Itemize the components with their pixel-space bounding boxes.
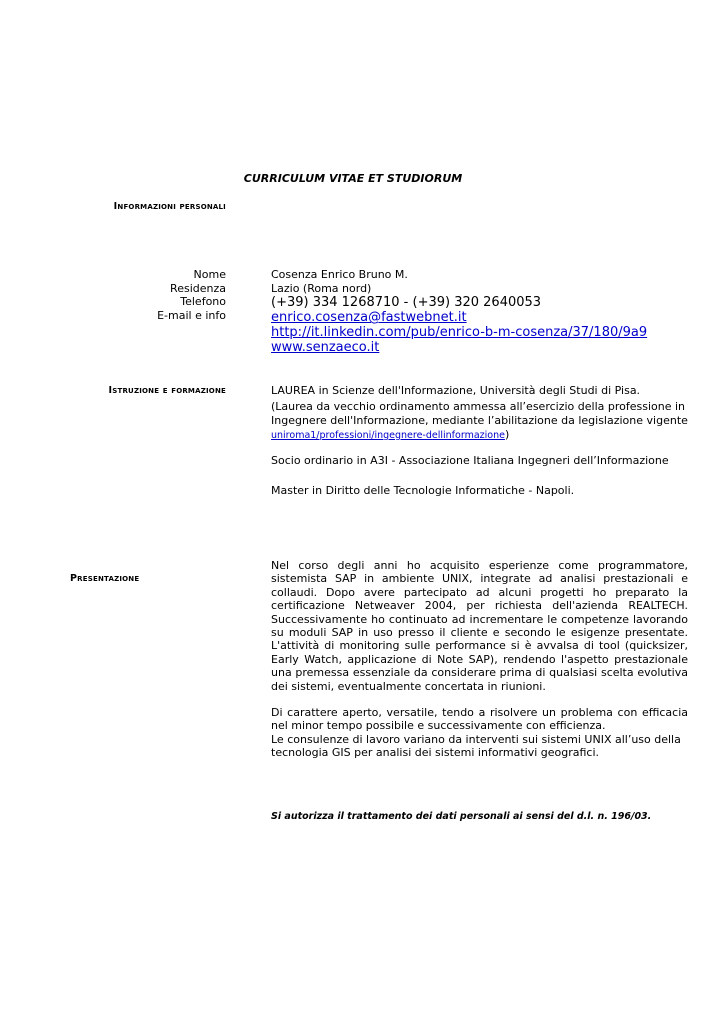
linkedin-link[interactable]: http://it.linkedin.com/pub/enrico-b-m-cosenza/37/180/9a9: [271, 325, 648, 341]
value-name: Cosenza Enrico Bruno M.: [271, 268, 408, 281]
presentation-paragraph-2: Di carattere aperto, versatile, tendo a risolvere un problema con efficacia nel minor tempo possibile e successivamente con efficienza.: [271, 706, 688, 733]
section-heading-presentation: Presentazione: [70, 573, 140, 584]
section-heading-education: Istruzione e formazione: [108, 385, 226, 396]
personal-values: [271, 268, 689, 355]
presentation-paragraph-3: Le consulenze di lavoro variano da interventi sui sistemi UNIX all’uso della tecnologia GIS per analisi dei sistemi informativi geografici.: [271, 732, 681, 760]
degree-note-line2: Ingegnere dell'Informazione, mediante l’abilitazione da legislazione vigente: [271, 414, 688, 427]
section-heading-personal: Informazioni personali: [113, 201, 226, 212]
degree-note-close: ): [504, 428, 510, 441]
website-link[interactable]: www.senzaeco.it: [271, 340, 380, 356]
value-phone: (+39) 334 1268710 - (+39) 320 2640053: [271, 295, 542, 311]
degree-text: LAUREA in Scienze dell'Informazione, Università degli Studi di Pisa.: [271, 384, 641, 397]
value-residence: Lazio (Roma nord): [271, 281, 372, 295]
education-content: [271, 384, 689, 443]
label-email: E-mail e info: [157, 308, 226, 322]
presentation-paragraph-1: Nel corso degli anni ho acquisito esperienze come programmatore, sistemista SAP in ambiente UNIX, integrate ad analisi prestazionali e collaudi. Dopo avere partecipato ad alcuni progetti ho preparato la certificazione Netweaver 2004, per richiesta dell'azienda REALTECH. Successivamente ho continuato ad incrementare le competenze lavorando su moduli SAP in uso presso il cliente e secondo le esigenze presentate. L'attività di monitoring sulle performance si è avvalsa di tool (quicksizer, Early Watch, applicazione di Note SAP), rendendo l'aspetto prestazionale una premessa essenziale da considerare prima di qualsiasi scelta evolutiva dei sistemi, eventualmente concertata in riunioni.: [271, 559, 688, 693]
privacy-consent: Si autorizza il trattamento dei dati personali ai sensi del d.l. n. 196/03.: [271, 811, 652, 822]
label-name: Nome: [193, 268, 226, 281]
degree-note-line1: (Laurea da vecchio ordinamento ammessa all’esercizio della professione in: [271, 400, 686, 413]
personal-labels: [157, 268, 226, 322]
membership-text: Socio ordinario in A3I - Associazione Italiana Ingegneri dell’Informazione: [271, 454, 669, 467]
presentation-content: [271, 559, 688, 760]
document-title: CURRICULUM VITAE ET STUDIORUM: [243, 172, 463, 185]
email-link[interactable]: enrico.cosenza@fastwebnet.it: [271, 310, 467, 326]
label-phone: Telefono: [180, 295, 226, 309]
master-text: Master in Diritto delle Tecnologie Informatiche - Napoli.: [271, 484, 575, 497]
uniroma-link[interactable]: uniroma1/professioni/ingegnere-dellinformazione: [271, 430, 505, 441]
label-residence: Residenza: [170, 281, 226, 295]
